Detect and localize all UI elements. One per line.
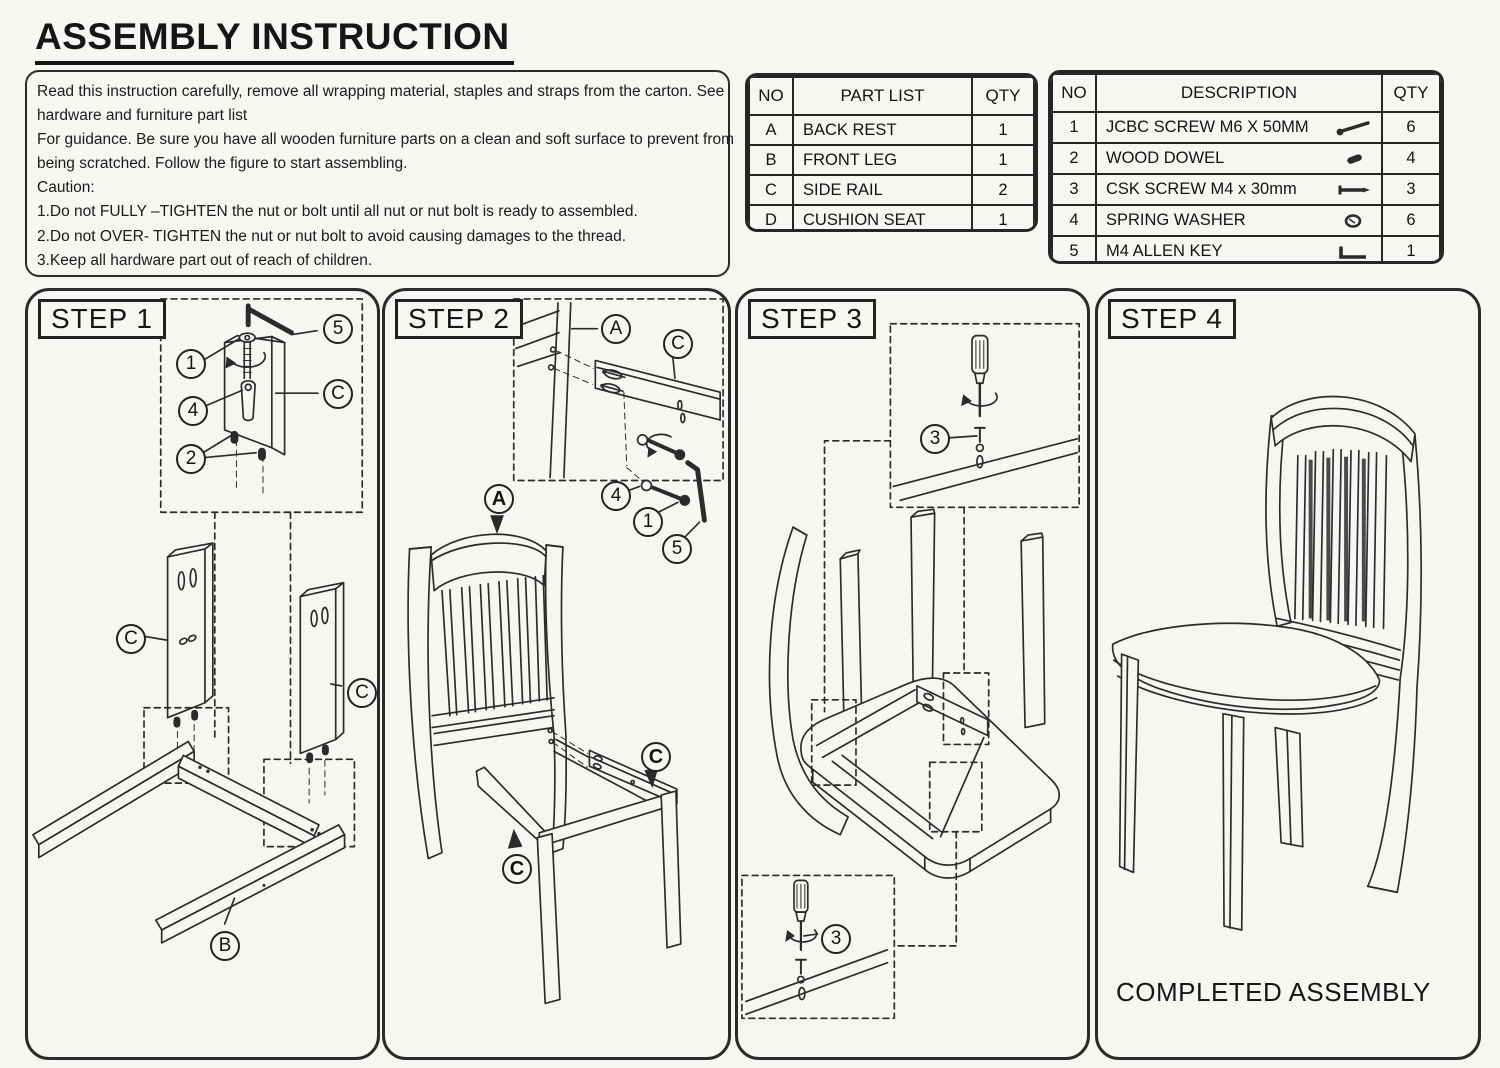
step-2-diagram: [385, 291, 728, 1057]
part-table-header-no: NO: [749, 77, 793, 115]
intro-line: Read this instruction carefully, remove all wrapping material, staples and straps from the carton. See: [37, 83, 725, 100]
callout-back-rest-inset: A: [601, 314, 631, 344]
hw-no: 4: [1052, 205, 1096, 236]
callout-side-rail-right: C: [347, 678, 377, 708]
step-1-panel: [25, 288, 380, 1060]
table-row: [1052, 112, 1440, 143]
hw-qty: 6: [1382, 205, 1440, 236]
hw-no: 5: [1052, 236, 1096, 264]
intro-line: being scratched. Follow the figure to start assembling.: [37, 155, 408, 173]
table-row: [749, 145, 1034, 175]
part-qty: 1: [972, 205, 1034, 232]
intro-box: [25, 70, 735, 277]
front-leg-assembly-drawing: [33, 741, 345, 942]
side-rail-right-drawing: [300, 583, 343, 803]
part-no: A: [749, 115, 793, 145]
side-rail-inset-drawing: [225, 336, 285, 498]
step-4-panel: [1095, 288, 1481, 1060]
hw-name: JCBC SCREW M6 X 50MM: [1106, 118, 1309, 136]
part-no: B: [749, 145, 793, 175]
step-4-label: STEP 4: [1108, 299, 1236, 339]
callout-side-rail-left: C: [502, 854, 532, 884]
step-3-panel: [735, 288, 1090, 1060]
intro-line: 1.Do not FULLY –TIGHTEN the nut or bolt until all nut or nut bolt is ready to assembled.: [37, 203, 638, 221]
table-row: [749, 205, 1034, 232]
allen-key-icon: [1333, 243, 1373, 261]
intro-line: Caution:: [37, 179, 95, 197]
part-table-header-name: PART LIST: [793, 77, 972, 115]
part-qty: 1: [972, 145, 1034, 175]
callout-side-rail: C: [323, 379, 353, 409]
jcbc-screw-icon: [1333, 119, 1373, 137]
screwdriver-top-drawing: [893, 336, 1077, 501]
part-qty: 2: [972, 175, 1034, 205]
callout-jcbc-screw: 1: [633, 507, 663, 537]
hw-no: 3: [1052, 174, 1096, 205]
part-no: C: [749, 175, 793, 205]
spring-washer-drawing: [241, 381, 255, 421]
step-1-label: STEP 1: [38, 299, 166, 339]
wood-dowel-icon: [1333, 150, 1373, 168]
step-2-panel: [382, 288, 731, 1060]
hw-name: SPRING WASHER: [1106, 211, 1246, 229]
back-rest-chair-drawing: [408, 534, 566, 858]
callout-jcbc-screw: 1: [176, 349, 206, 379]
screwdriver-bottom-drawing: [746, 880, 888, 1014]
callout-side-rail-right: C: [641, 742, 671, 772]
hw-table-header-desc: DESCRIPTION: [1096, 74, 1382, 112]
step-2-label: STEP 2: [395, 299, 523, 339]
hw-name: WOOD DOWEL: [1106, 149, 1225, 167]
hw-no: 1: [1052, 112, 1096, 143]
part-name: SIDE RAIL: [793, 175, 972, 205]
completed-assembly-caption: COMPLETED ASSEMBLY: [1116, 977, 1431, 1007]
hw-qty: 3: [1382, 174, 1440, 205]
side-rail-left-drawing: [168, 543, 213, 765]
part-name: CUSHION SEAT: [793, 205, 972, 232]
csk-screw-icon: [1333, 181, 1373, 199]
table-row: [1052, 236, 1440, 264]
allen-key-drawing: [248, 306, 291, 333]
callout-allen-key: 5: [662, 534, 692, 564]
callout-spring-washer: 4: [601, 481, 631, 511]
hw-qty: 4: [1382, 143, 1440, 174]
hw-qty: 6: [1382, 112, 1440, 143]
intro-line: For guidance. Be sure you have all wooden furniture parts on a clean and soft surface to prevent from: [37, 131, 735, 149]
intro-line: 3.Keep all hardware part out of reach of children.: [37, 251, 373, 269]
callout-side-rail-left: C: [116, 624, 146, 654]
table-row: [1052, 143, 1440, 174]
part-list-table: [745, 73, 1038, 232]
table-row: [749, 115, 1034, 145]
callout-wood-dowel: 2: [176, 444, 206, 474]
callout-csk-screw-top: 3: [920, 424, 950, 454]
inverted-chair-drawing: [770, 509, 1060, 878]
step-3-label: STEP 3: [748, 299, 876, 339]
step-3-diagram: [738, 291, 1087, 1057]
callout-spring-washer: 4: [178, 396, 208, 426]
part-name: BACK REST: [793, 115, 972, 145]
page-title: ASSEMBLY INSTRUCTION: [35, 16, 514, 65]
hw-qty: 1: [1382, 236, 1440, 264]
completed-chair-drawing: [1113, 397, 1422, 930]
callout-side-rail: C: [663, 329, 693, 359]
intro-line: hardware and furniture part list: [37, 107, 248, 125]
table-row: [1052, 174, 1440, 205]
callout-front-leg: B: [210, 931, 240, 961]
part-name: FRONT LEG: [793, 145, 972, 175]
hw-no: 2: [1052, 143, 1096, 174]
callout-csk-screw-bottom: 3: [821, 924, 851, 954]
spring-washer-icon: [1333, 212, 1373, 230]
callout-back-rest: A: [484, 484, 514, 514]
table-row: [1052, 205, 1440, 236]
part-qty: 1: [972, 115, 1034, 145]
part-no: D: [749, 205, 793, 232]
intro-line: 2.Do not OVER- TIGHTEN the nut or nut bolt to avoid causing damages to the thread.: [37, 227, 627, 245]
hw-table-header-no: NO: [1052, 74, 1096, 112]
step-4-diagram: [1098, 291, 1478, 1057]
hardware-table: [1048, 70, 1444, 264]
hw-table-header-qty: QTY: [1382, 74, 1440, 112]
table-row: [749, 175, 1034, 205]
part-table-header-qty: QTY: [972, 77, 1034, 115]
hw-name: CSK SCREW M4 x 30mm: [1106, 180, 1297, 198]
callout-allen-key: 5: [323, 314, 353, 344]
hw-name: M4 ALLEN KEY: [1106, 242, 1223, 260]
